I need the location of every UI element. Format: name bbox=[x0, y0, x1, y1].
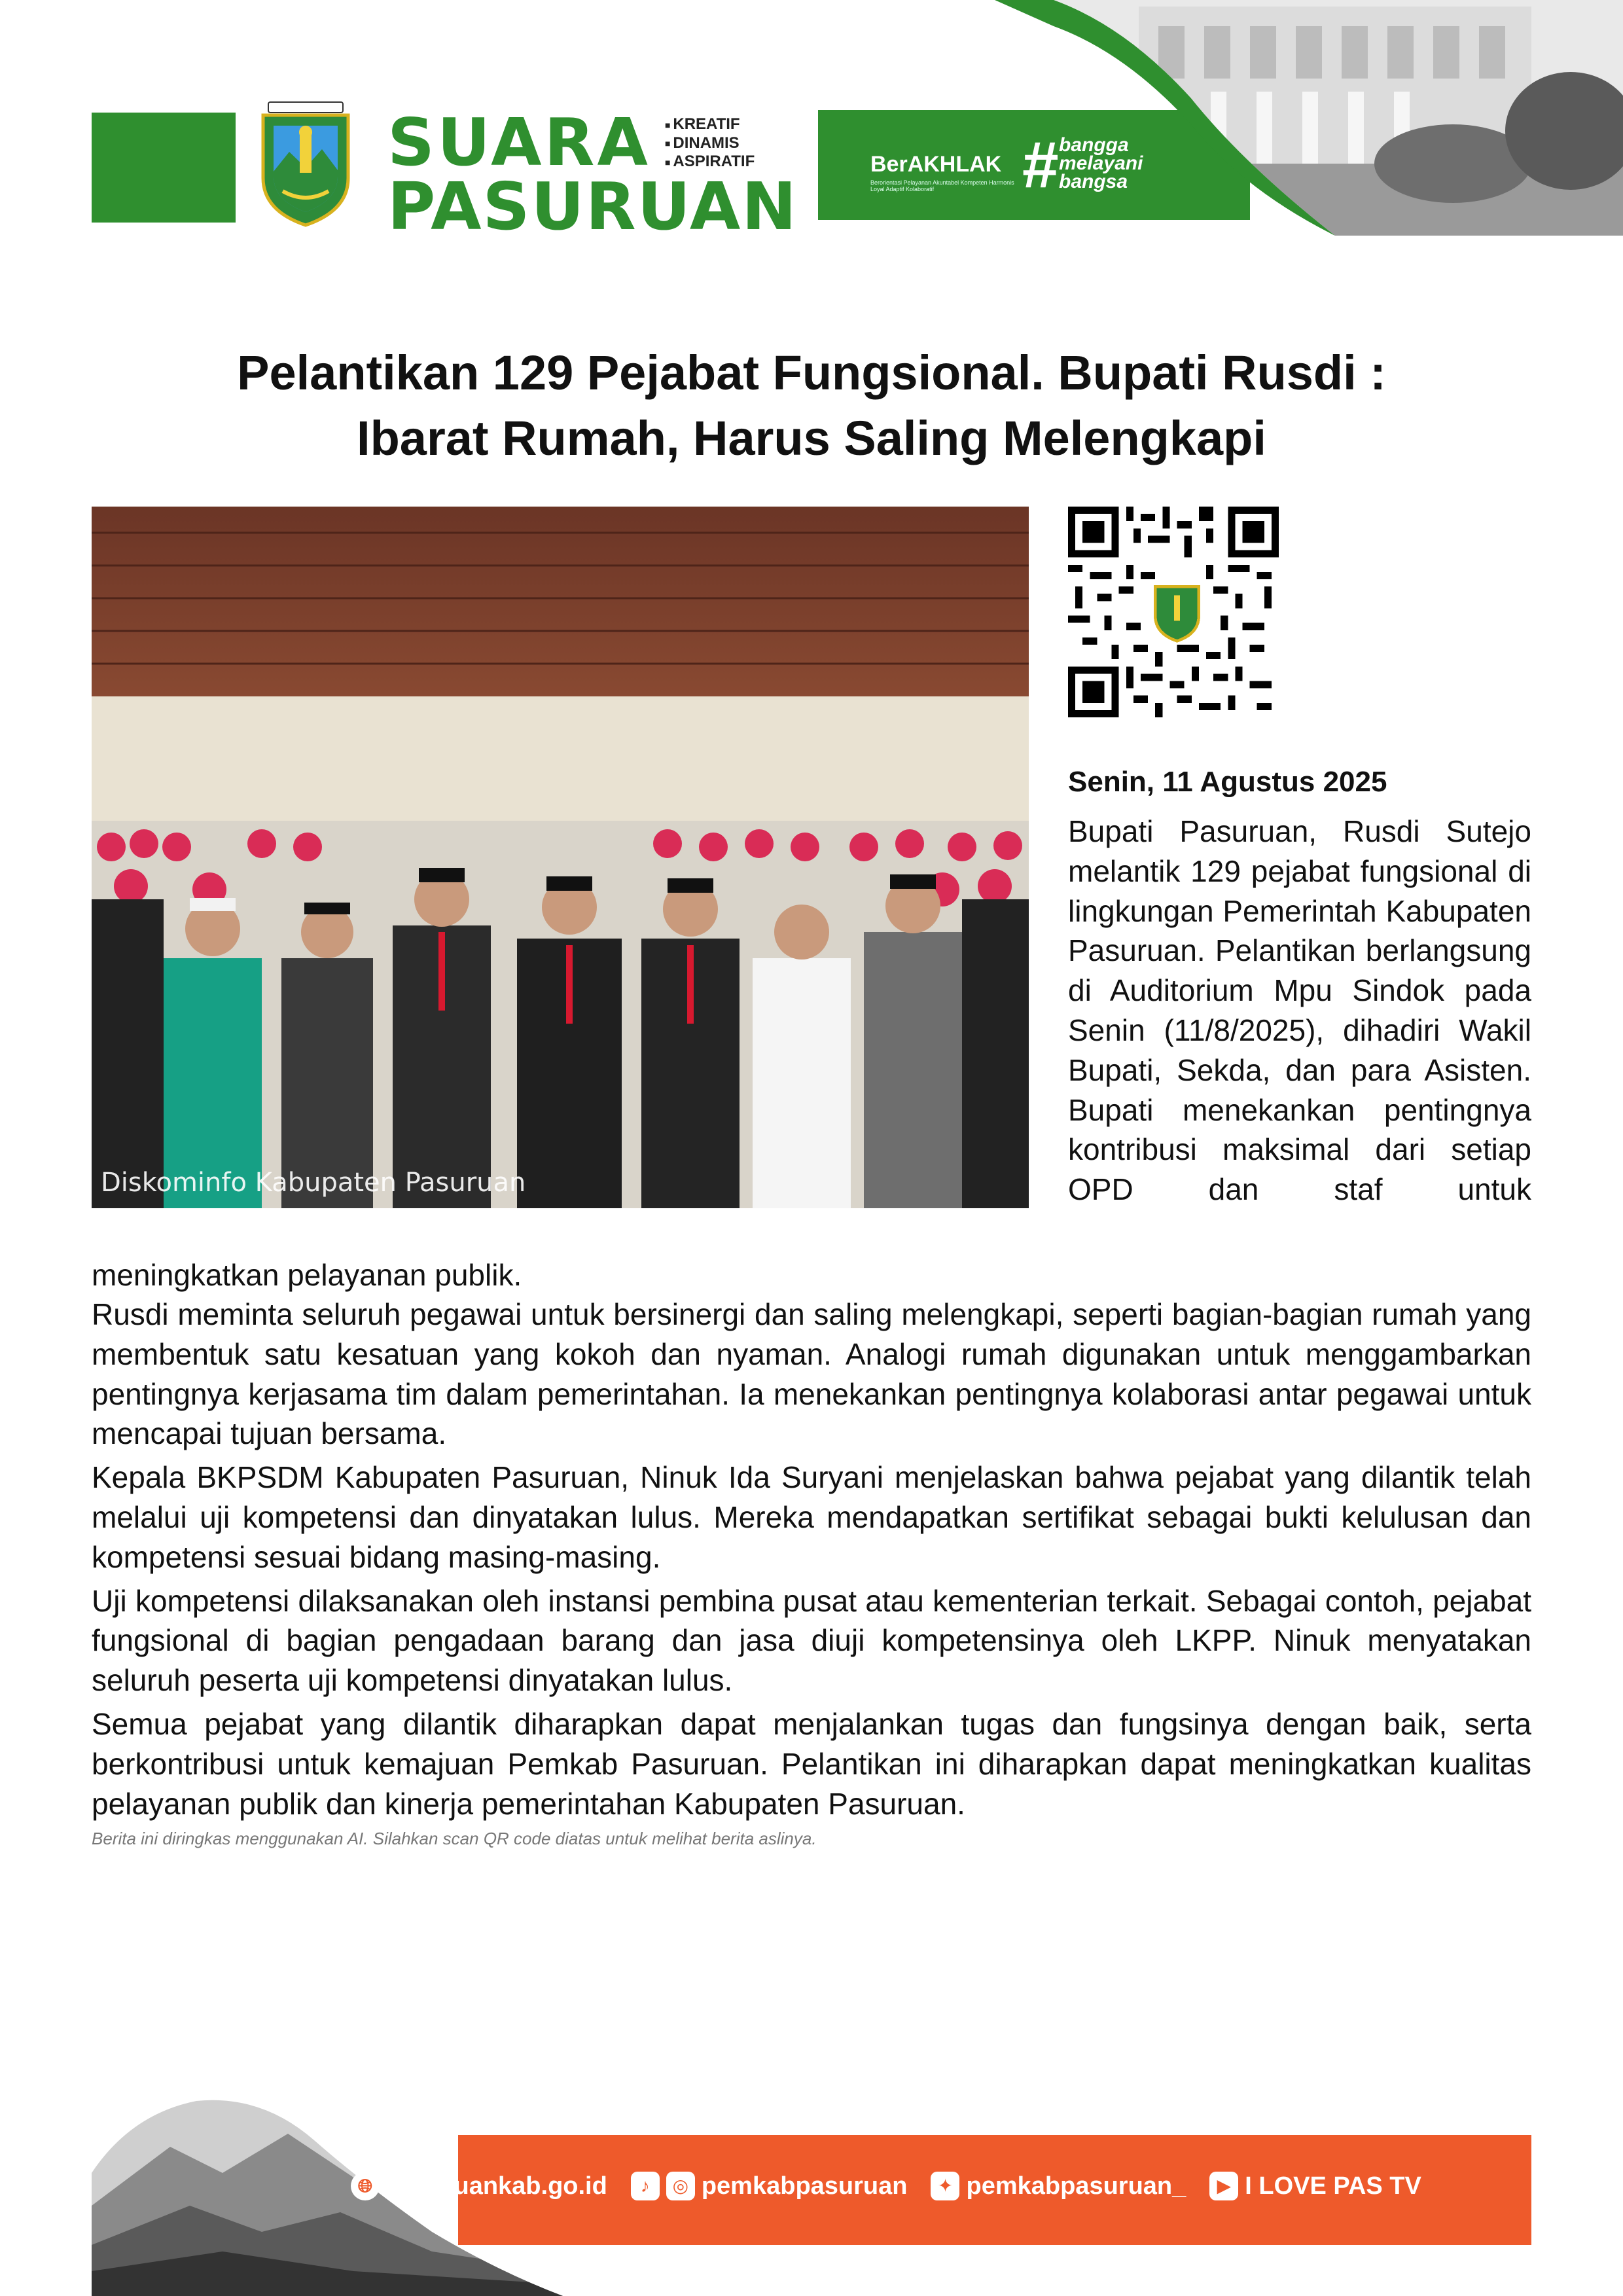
website-label: pasuruankab.go.id bbox=[386, 2172, 607, 2200]
tiktok-instagram-label: pemkabpasuruan bbox=[701, 2172, 908, 2200]
twitter-icon: ✦ bbox=[931, 2172, 959, 2200]
photo-caption: Diskominfo Kabupaten Pasuruan bbox=[101, 1168, 526, 1198]
group-photo-illustration bbox=[92, 507, 1029, 1208]
header-green-block bbox=[92, 113, 236, 223]
berakhlak-subtitle: Berorientasi Pelayanan Akuntabel Kompeten Harmonis Loyal Adaptif Kolaboratif bbox=[870, 179, 1014, 192]
ai-summary-note: Berita ini diringkas menggunakan AI. Silahkan scan QR code diatas untuk melihat berita aslinya. bbox=[92, 1829, 817, 1848]
title-line-1: Pelantikan 129 Pejabat Fungsional. Bupati Rusdi : bbox=[237, 346, 1386, 400]
instagram-icon: ◎ bbox=[666, 2172, 695, 2200]
brand-line-2: PASURUAN bbox=[387, 168, 798, 245]
article-paragraph: Kepala BKPSDM Kabupaten Pasuruan, Ninuk Ida Suryani menjelaskan bahwa pejabat yang dilantik telah melalui uji kompetensi dan dinyatakan lulus. Mereka mendapatkan sertifikat sebagai bukti kelulusan dan kompetensi sesuai bidang masing-masing. bbox=[92, 1460, 1531, 1574]
tiktok-instagram-link[interactable] bbox=[631, 2172, 908, 2200]
youtube-link[interactable] bbox=[1209, 2172, 1421, 2200]
article-lead: Bupati Pasuruan, Rusdi Sutejo melantik 129 pejabat fungsional di lingkungan Pemerintah Kabupaten Pasuruan. Pelantikan berlangsung di Auditorium Mpu Sindok pada Senin (11/8/2025), dihadiri Wakil Bupati, Sekda, dan para Asisten. Bupati menekankan pentingnya kontribusi maksimal dari setiap OPD dan staf untuk bbox=[1068, 814, 1531, 1207]
twitter-label: pemkabpasuruan_ bbox=[966, 2172, 1186, 2200]
article-paragraph: Uji kompetensi dilaksanakan oleh instansi pembina pusat atau kementerian terkait. Sebagai contoh, pejabat fungsional di bagian pengadaan barang dan jasa diuji kompetensinya oleh LKPP. Ninuk menyatakan seluruh peserta uji kompetensi dinyatakan lulus. bbox=[92, 1583, 1531, 1698]
article-title bbox=[92, 340, 1531, 471]
website-link[interactable] bbox=[351, 2172, 607, 2200]
tagline-item: ■ KREATIF bbox=[665, 115, 755, 134]
pasuruan-crest-logo bbox=[257, 99, 355, 227]
bangga-word: bangga bbox=[1059, 134, 1129, 156]
article-body bbox=[92, 1295, 1531, 1827]
bangga-word: bangsa bbox=[1059, 171, 1128, 192]
globe-icon: 🌐︎ bbox=[351, 2172, 380, 2200]
berakhlak-logo: BerAKHLAK bbox=[870, 152, 1002, 177]
footer-social-links bbox=[351, 2172, 1445, 2200]
article-lead-end: meningkatkan pelayanan publik. bbox=[92, 1258, 522, 1292]
tiktok-icon: ♪ bbox=[631, 2172, 660, 2200]
title-line-2: Ibarat Rumah, Harus Saling Melengkapi bbox=[357, 411, 1266, 465]
article-paragraph: Rusdi meminta seluruh pegawai untuk bersinergi dan saling melengkapi, seperti bagian-bagian rumah yang membentuk satu kesatuan yang kokoh dan nyaman. Analogi rumah digunakan untuk menggambarkan pentingnya kerjasama tim dalam pemerintahan. Ia menekankan pentingnya kolaborasi antar pegawai untuk mencapai tujuan bersama. bbox=[92, 1297, 1531, 1451]
bangga-melayani-bangsa-logo bbox=[1022, 128, 1143, 202]
brand-line-1: SUARA bbox=[387, 104, 651, 181]
tagline-item: ■ DINAMIS bbox=[665, 134, 755, 153]
article-paragraph: Semua pejabat yang dilantik diharapkan dapat menjalankan tugas dan fungsinya dengan baik, serta berkontribusi untuk kemajuan Pemkab Pasuruan. Pelantikan ini diharapkan dapat meningkatkan kualitas pelayanan publik dan kinerja pemerintahan Kabupaten Pasuruan. bbox=[92, 1706, 1531, 1821]
twitter-link[interactable] bbox=[931, 2172, 1186, 2200]
header-building-photo bbox=[995, 0, 1623, 236]
youtube-label: I LOVE PAS TV bbox=[1245, 2172, 1421, 2200]
youtube-icon: ▶ bbox=[1209, 2172, 1238, 2200]
hashtag-icon: # bbox=[1022, 128, 1059, 202]
tagline-item: ■ ASPIRATIF bbox=[665, 152, 755, 171]
qr-code[interactable] bbox=[1068, 507, 1279, 717]
brand-tagline bbox=[665, 115, 755, 171]
article-date: Senin, 11 Agustus 2025 bbox=[1068, 766, 1387, 798]
article-photo bbox=[92, 507, 1029, 1208]
bangga-word: melayani bbox=[1059, 152, 1143, 174]
